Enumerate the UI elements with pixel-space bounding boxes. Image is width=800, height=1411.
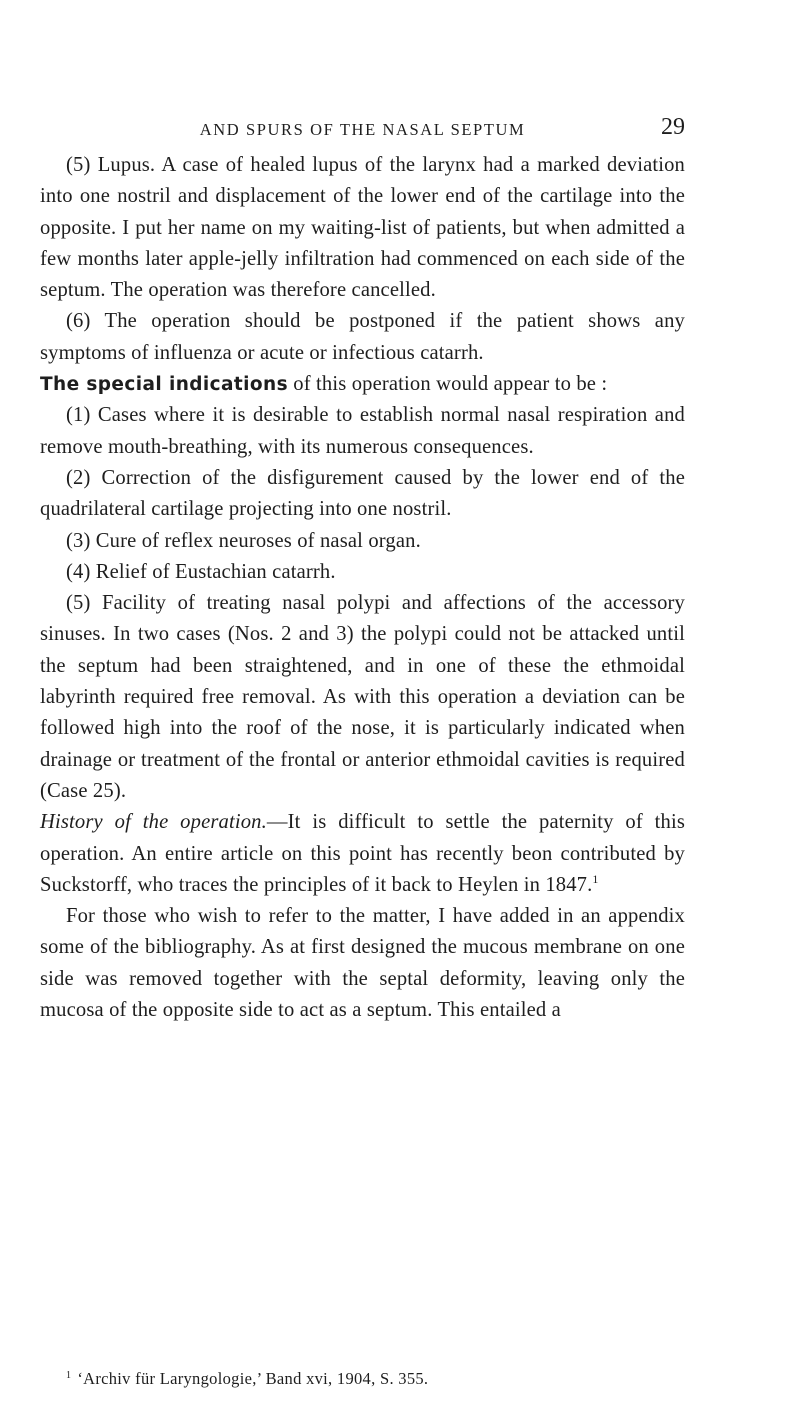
paragraph-postpone: (6) The operation should be postponed if the patient shows any symptoms of influenza or acute or infectious catarrh. [40,310,685,364]
history-heading: History of the operation. [40,811,267,834]
footnote-reference: 1 [592,871,599,886]
running-head [40,114,685,152]
paragraph-bibliography: For those who wish to refer to the matter, I have added in an appendix some of the bibliography. As at first designed the mucous membrane on one side was removed together with the septal deformity, leaving only the mucosa of the opposite side to act as a septum. This entailed a [40,905,685,1022]
history-text: —It is difficult to settle the paternity of this operation. An entire article on this point has recently beon contributed by Suckstorff, who traces the principles of it back to Heylen in 1847. [40,811,685,896]
paragraph-special-indications [40,369,685,400]
paragraph-indication-1: (1) Cases where it is desirable to establish normal nasal respiration and remove mouth-breathing, with its numerous consequences. [40,404,685,458]
paragraph-lupus: (5) Lupus. A case of healed lupus of the larynx had a marked deviation into one nostril and displacement of the lower end of the cartilage into the opposite. I put her name on my waiting-list of patients, but when admitted a few months later apple-jelly infiltration had commenced on each side of the septum. The operation was therefore cancelled. [40,154,685,302]
special-indications-heading: The special indications [40,374,288,396]
footnote-marker: 1 [66,1370,72,1381]
footnote-text: ‘Archiv für Laryngologie,’ Band xvi, 1904, S. 355. [77,1369,429,1388]
special-indications-intro: of this operation would appear to be : [287,373,608,396]
paragraph-indication-5: (5) Facility of treating nasal polypi and affections of the accessory sinuses. In two cases (Nos. 2 and 3) the polypi could not be attacked until the septum had been straightened, and in one of these the ethmoidal labyrinth required free removal. As with this operation a deviation can be followed high into the roof of the nose, it is particularly indicated when drainage or treatment of the frontal or anterior ethmoidal cavities is required (Case 25). [40,592,685,802]
page-number: 29 [661,114,685,140]
footnote [40,1369,685,1389]
paragraph-history [40,807,685,901]
paragraph-indication-4: (4) Relief of Eustachian catarrh. [66,560,336,583]
body-text [40,150,685,1026]
paragraph-indication-3: (3) Cure of reflex neuroses of nasal organ. [66,529,421,552]
running-title: AND SPURS OF THE NASAL SEPTUM [199,120,526,139]
paragraph-indication-2: (2) Correction of the disfigurement caused by the lower end of the quadrilateral cartilage projecting into one nostril. [40,466,685,521]
